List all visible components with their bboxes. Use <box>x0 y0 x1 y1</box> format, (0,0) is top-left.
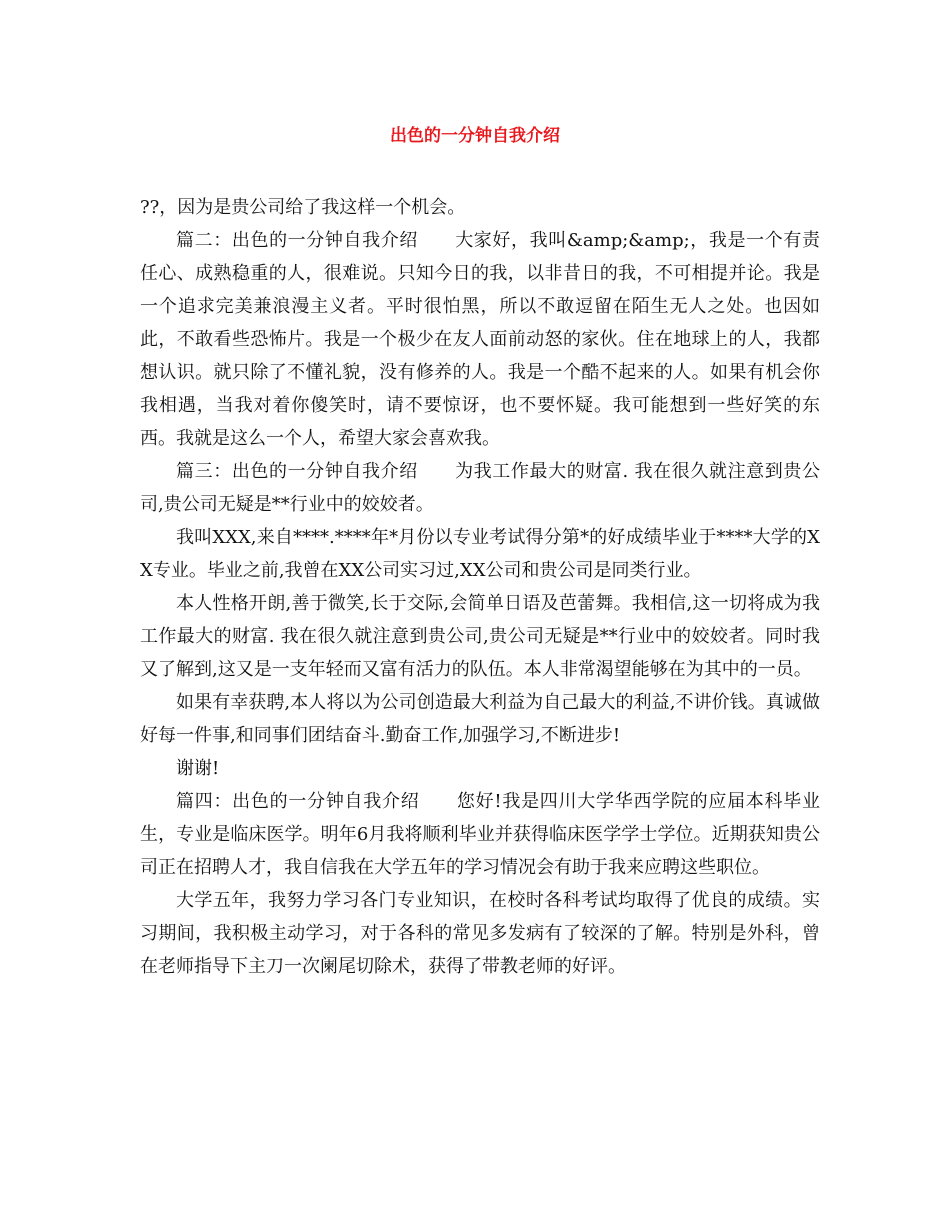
paragraph: 篇四：出色的一分钟自我介绍 您好!我是四川大学华西学院的应届本科毕业生，专业是临床医学。明年6月我将顺利毕业并获得临床医学学士学位。近期获知贵公司正在招聘人才，我自信我在大学五年的学习情况会有助于我来应聘这些职位。 <box>140 791 820 878</box>
document-title: 出色的一分钟自我介绍 <box>390 126 560 146</box>
paragraph: 大学五年，我努力学习各门专业知识，在校时各科考试均取得了优良的成绩。实习期间，我积极主动学习，对于各科的常见多发病有了较深的了解。特别是外科，曾在老师指导下主刀一次阑尾切除术，获得了带教老师的好评。 <box>140 890 820 977</box>
document-body <box>140 191 820 983</box>
paragraph: 本人性格开朗,善于微笑,长于交际,会简单日语及芭蕾舞。我相信,这一切将成为我工作最大的财富. 我在很久就注意到贵公司,贵公司无疑是**行业中的姣姣者。同时我又了解到,这又是一支年轻而又富有活力的队伍。本人非常渴望能够在为其中的一员。 <box>140 593 820 680</box>
paragraph: 篇二：出色的一分钟自我介绍 大家好，我叫&amp;&amp;，我是一个有责任心、成熟稳重的人，很难说。只知今日的我，以非昔日的我，不可相提并论。我是一个追求完美兼浪漫主义者。平时很怕黑，所以不敢逗留在陌生无人之处。也因如此，不敢看些恐怖片。我是一个极少在友人面前动怒的家伙。住在地球上的人，我都想认识。就只除了不懂礼貌，没有修养的人。我是一个酷不起来的人。如果有机会你我相遇，当我对着你傻笑时，请不要惊讶，也不要怀疑。我可能想到一些好笑的东西。我就是这么一个人，希望大家会喜欢我。 <box>140 230 820 449</box>
paragraph: ??，因为是贵公司给了我这样一个机会。 <box>140 197 466 218</box>
paragraph: 我叫XXX,来自****.****年*月份以专业考试得分第*的好成绩毕业于****大学的XX专业。毕业之前,我曾在XX公司实习过,XX公司和贵公司是同类行业。 <box>140 527 820 581</box>
paragraph: 如果有幸获聘,本人将以为公司创造最大利益为自己最大的利益,不讲价钱。真诚做好每一件事,和同事们团结奋斗.勤奋工作,加强学习,不断进步! <box>140 692 820 746</box>
paragraph: 篇三：出色的一分钟自我介绍 为我工作最大的财富. 我在很久就注意到贵公司,贵公司无疑是**行业中的姣姣者。 <box>140 461 820 515</box>
paragraph: 谢谢! <box>176 758 220 779</box>
